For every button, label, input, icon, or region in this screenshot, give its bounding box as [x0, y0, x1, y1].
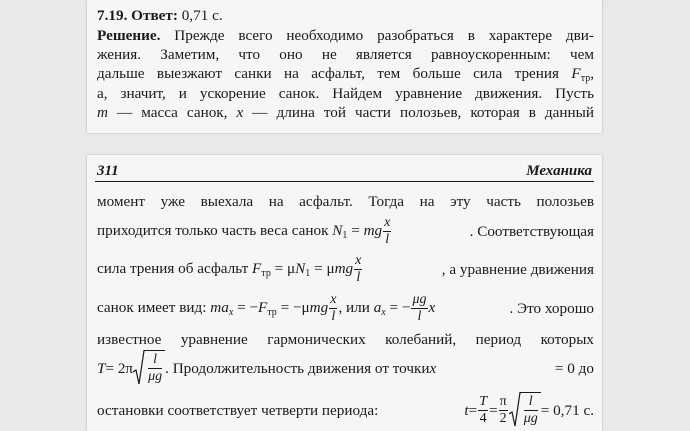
fraction-x-over-l: $\frac{x}{l}$ — [355, 255, 362, 283]
body-text-4b: . Это хорошо — [509, 299, 594, 317]
answer-label: 7.19. Ответ: — [97, 7, 178, 24]
solution-text-2: жения. Заметим, что оно не является равноускоренным: чем — [97, 46, 594, 63]
solution-line-4 — [97, 84, 594, 103]
page-fragment-bottom — [87, 155, 602, 431]
solution-text-4: а, значит, и ускорение санок. Найдем уравнение движения. Пусть — [97, 85, 594, 102]
solution-line-1 — [97, 26, 594, 45]
solution-text-5a: — масса санок, — [107, 104, 237, 121]
solution-text-1: Прежде всего необходимо разобраться в характере дви- — [160, 27, 594, 44]
radical-sign-icon — [133, 350, 145, 386]
header-rule — [95, 181, 594, 182]
body-line-4 — [97, 293, 594, 323]
body-text-6c: = 0 до — [554, 359, 594, 377]
fraction-x-over-l: $\frac{x}{l}$ — [384, 217, 391, 245]
body-line-2 — [97, 217, 594, 245]
page-fragment-top — [87, 0, 602, 133]
solution-line-2 — [97, 45, 594, 64]
body-text-2b: . Соответствующая — [469, 222, 594, 240]
body-line-2-left: приходится только часть веса санок $N_1$ = mg $\frac{x}{l}$ — [97, 217, 391, 245]
body-text-7a: остановки соответствует четверти периода: — [97, 401, 379, 419]
solution-text-5b: — длина той части полозьев, которая в данный — [243, 104, 594, 121]
body-line-3 — [97, 255, 594, 283]
body-text-3b: , а уравнение движения — [441, 260, 594, 278]
var-x: x — [236, 104, 244, 121]
page-number: 311 — [97, 163, 119, 179]
radical-sign-icon — [509, 392, 521, 428]
body-line-1 — [97, 192, 594, 211]
subscript-tr: тр — [580, 73, 591, 84]
solution-text-3b: , — [590, 65, 594, 82]
body-line-3-left: сила трения об асфальт $F_{тр} = \mu N_1 = \mu mg$ $\frac{x}{l}$ — [97, 255, 362, 283]
body-line-7-formula: t = $\frac{T}{4}$ = $\frac{\pi}{2}$ $\frac{l}{\mu g}$ = 0,71 с. — [464, 393, 594, 426]
solution-label: Решение. — [97, 27, 161, 44]
answer-value: 0,71 с. — [177, 7, 223, 24]
body-line-4-left: санок имеет вид: $ma_x = -F_{тр} = -\mu mg$ $\frac{x}{l}$ , или $a_x$ = − $\frac{\mu g}{l}$ x — [97, 293, 436, 323]
fraction-pi-over-2: $\frac{\pi}{2}$ — [499, 393, 507, 426]
var-N: N — [332, 221, 343, 239]
body-text-5: известное уравнение гармонических колебаний, период которых — [97, 331, 594, 348]
running-head: Механика — [526, 163, 592, 179]
body-line-7 — [97, 391, 594, 429]
body-line-5 — [97, 330, 594, 349]
square-root-l-over-mu-g: $\frac{l}{\mu g}$ — [133, 350, 165, 386]
fraction-x-over-l: $\frac{x}{l}$ — [330, 293, 337, 323]
body-line-6-left: T = 2π $\frac{l}{\mu g}$ . Продолжительность движения от точки x — [97, 352, 437, 384]
var-F: F — [571, 65, 581, 82]
fraction-T-over-4: $\frac{T}{4}$ — [479, 393, 488, 426]
var-m: m — [97, 104, 108, 121]
answer-line — [97, 6, 594, 25]
body-text-1: момент уже выехала на асфальт. Тогда на эту часть полозьев — [97, 193, 594, 210]
solution-line-5 — [97, 103, 594, 122]
fraction-mu-g-over-l: $\frac{\mu g}{l}$ — [412, 293, 427, 323]
square-root-l-over-mu-g: $\frac{l}{\mu g}$ — [509, 392, 541, 428]
body-line-6 — [97, 349, 594, 387]
solution-text-3a: дальше выезжают санки на асфальт, тем больше сила трения — [97, 65, 572, 82]
